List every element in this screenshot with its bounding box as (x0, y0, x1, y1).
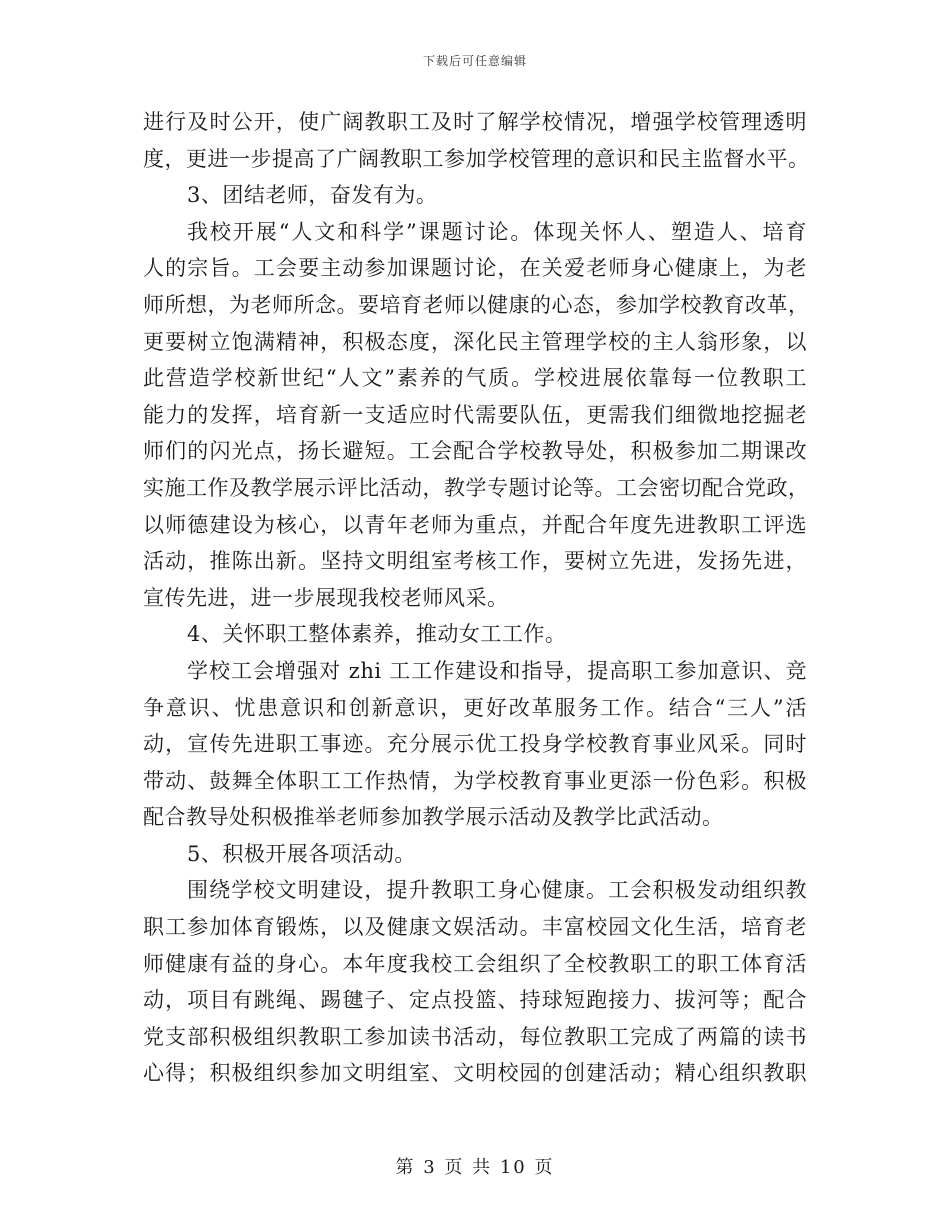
text-line: 进行及时公开，使广阔教职工及时了解学校情况，增强学校管理透明 (143, 110, 807, 134)
text-line: 师们的闪光点，扬长避短。工会配合学校教导处，积极参加二期课改 (143, 439, 807, 464)
page-header: 下载后可任意编辑 (422, 54, 527, 68)
text-line: 师健康有益的身心。本年度我校工会组织了全校教职工的职工体育活 (143, 951, 807, 976)
text-line: 学校工会增强对 zhi 工工作建设和指导，提高职工参加意识、竞 (187, 658, 807, 683)
text-line: 3、团结老师，奋发有为。 (187, 183, 438, 208)
text-line: 能力的发挥，培育新一支适应时代需要队伍，更需我们细微地挖掘老 (143, 402, 807, 427)
text-line: 以师德建设为核心，以青年老师为重点，并配合年度先进教职工评选 (143, 512, 807, 537)
text-line: 我校开展“人文和科学”课题讨论。体现关怀人、塑造人、培育 (187, 219, 807, 244)
text-line: 动，宣传先进职工事迹。充分展示优工投身学校教育事业风采。同时 (143, 732, 807, 757)
document-body (143, 104, 810, 1092)
text-line: 宣传先进，进一步展现我校老师风采。 (143, 585, 509, 610)
text-line: 度，更进一步提高了广阔教职工参加学校管理的意识和民主监督水平。 (143, 146, 810, 171)
text-line: 配合教导处积极推举老师参加教学展示活动及教学比武活动。 (143, 805, 724, 830)
text-line: 人的宗旨。工会要主动参加课题讨论，在关爱老师身心健康上，为老 (143, 256, 807, 281)
text-line: 围绕学校文明建设，提升教职工身心健康。工会积极发动组织教 (187, 878, 807, 903)
text-line: 争意识、忧患意识和创新意识，更好改革服务工作。结合“三人”活 (143, 695, 807, 720)
text-line: 更要树立饱满精神，积极态度，深化民主管理学校的主人翁形象，以 (143, 329, 807, 354)
text-line: 4、关怀职工整体素养，推动女工工作。 (187, 622, 567, 647)
page-number-footer: 第 3 页 共 10 页 (395, 1157, 555, 1178)
text-line: 实施工作及教学展示评比活动，教学专题讨论等。工会密切配合党政， (143, 475, 810, 500)
text-line: 带动、鼓舞全体职工工作热情，为学校教育事业更添一份色彩。积极 (143, 768, 807, 793)
text-line: 动，项目有跳绳、踢毽子、定点投篮、持球短跑接力、拔河等；配合 (143, 988, 807, 1013)
text-line: 此营造学校新世纪“人文”素养的气质。学校进展依靠每一位教职工 (143, 366, 807, 391)
text-line: 职工参加体育锻炼，以及健康文娱活动。丰富校园文化生活，培育老 (143, 915, 807, 940)
text-line: 党支部积极组织教职工参加读书活动，每位教职工完成了两篇的读书 (143, 1024, 807, 1049)
text-line: 活动，推陈出新。坚持文明组室考核工作，要树立先进，发扬先进， (143, 549, 807, 574)
text-line: 5、积极开展各项活动。 (187, 841, 416, 866)
text-line: 心得；积极组织参加文明组室、文明校园的创建活动；精心组织教职 (143, 1061, 807, 1086)
text-line: 师所想，为老师所念。要培育老师以健康的心态，参加学校教育改革， (143, 292, 810, 317)
